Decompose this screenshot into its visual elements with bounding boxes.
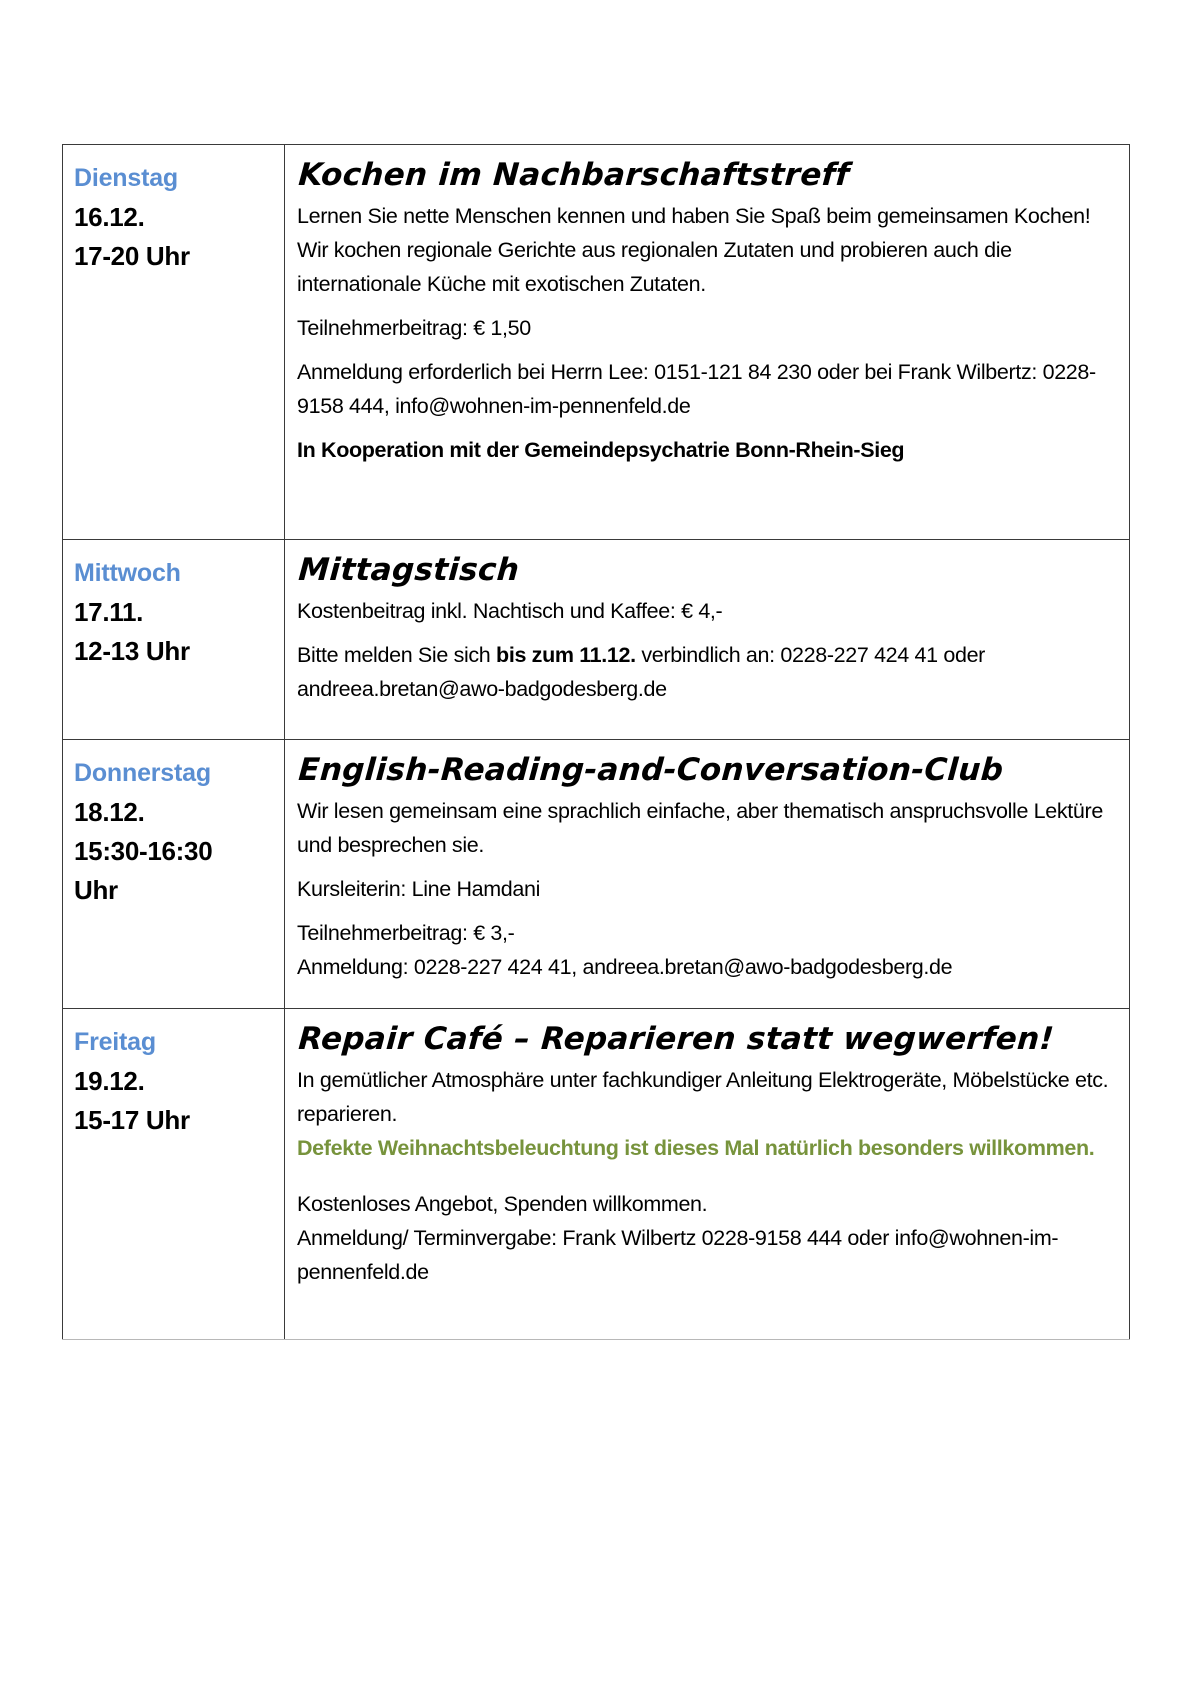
event-schedule-table [62,144,1130,1340]
registration-prefix: Bitte melden Sie sich [297,643,497,667]
event-time: 15:30-16:30 [74,836,213,866]
event-fee: Kostenloses Angebot, Spenden willkommen. [297,1192,708,1216]
event-weekday: Mittwoch [74,559,181,587]
event-title: Kochen im Nachbarschaftstreff [297,157,851,193]
event-title: English-Reading-and-Conversation-Club [297,752,1005,788]
event-date: 16.12. [74,202,145,232]
event-date-cell [63,1009,285,1340]
event-description: Lernen Sie nette Menschen kennen und haben Sie Spaß beim gemeinsamen Kochen! Wir kochen regionale Gerichte aus regionalen Zutaten und probieren auch die internationale Küche mit exotischen Zutaten. [297,204,1091,296]
event-detail-cell [285,540,1130,740]
event-weekday: Donnerstag [74,759,211,787]
event-description: Wir lesen gemeinsam eine sprachlich einfache, aber thematisch anspruchsvolle Lektüre und besprechen sie. [297,799,1103,857]
event-date-cell [63,540,285,740]
event-detail-cell [285,1009,1130,1340]
event-cooperation: In Kooperation mit der Gemeindepsychatrie Bonn-Rhein-Sieg [297,438,905,462]
event-date-cell [63,740,285,1009]
event-date: 17.11. [74,597,144,627]
event-time: 12-13 Uhr [74,636,190,666]
event-registration: Anmeldung erforderlich bei Herrn Lee: 0151-121 84 230 oder bei Frank Wilbertz: 0228-9158 444, info@wohnen-im-pennenfeld.de [297,360,1096,418]
event-description: In gemütlicher Atmosphäre unter fachkundiger Anleitung Elektrogeräte, Möbelstücke etc. reparieren. [297,1068,1109,1126]
event-fee: Teilnehmerbeitrag: € 3,- [297,921,515,945]
event-instructor: Kursleiterin: Line Hamdani [297,877,541,901]
registration-suffix: verbindlich an: 0228-227 424 41 oder andreea.bretan@awo-badgodesberg.de [297,643,985,701]
event-registration [297,638,1117,706]
event-fee: Kostenbeitrag inkl. Nachtisch und Kaffee: € 4,- [297,599,723,623]
event-time: 17-20 Uhr [74,241,190,271]
event-detail-cell [285,740,1130,1009]
registration-deadline: bis zum 11.12. [496,643,636,667]
event-weekday: Freitag [74,1028,156,1056]
event-row-english-club [63,740,1130,1009]
event-row-kochen [63,145,1130,540]
event-fee: Teilnehmerbeitrag: € 1,50 [297,316,531,340]
event-title: Repair Café – Reparieren statt wegwerfen! [297,1021,1056,1057]
event-registration: Anmeldung/ Terminvergabe: Frank Wilbertz 0228-9158 444 oder info@wohnen-im-pennenfeld.de [297,1226,1059,1284]
event-date: 18.12. [74,797,145,827]
event-registration: Anmeldung: 0228-227 424 41, andreea.bretan@awo-badgodesberg.de [297,955,953,979]
event-highlight: Defekte Weihnachtsbeleuchtung ist dieses Mal natürlich besonders willkommen. [297,1136,1095,1160]
event-row-mittagstisch [63,540,1130,740]
event-detail-cell [285,145,1130,540]
event-weekday: Dienstag [74,164,178,192]
event-time: 15-17 Uhr [74,1105,190,1135]
event-time-unit: Uhr [74,875,118,905]
event-row-repair-cafe [63,1009,1130,1340]
event-date-cell [63,145,285,540]
event-title: Mittagstisch [297,552,521,588]
event-date: 19.12. [74,1066,145,1096]
